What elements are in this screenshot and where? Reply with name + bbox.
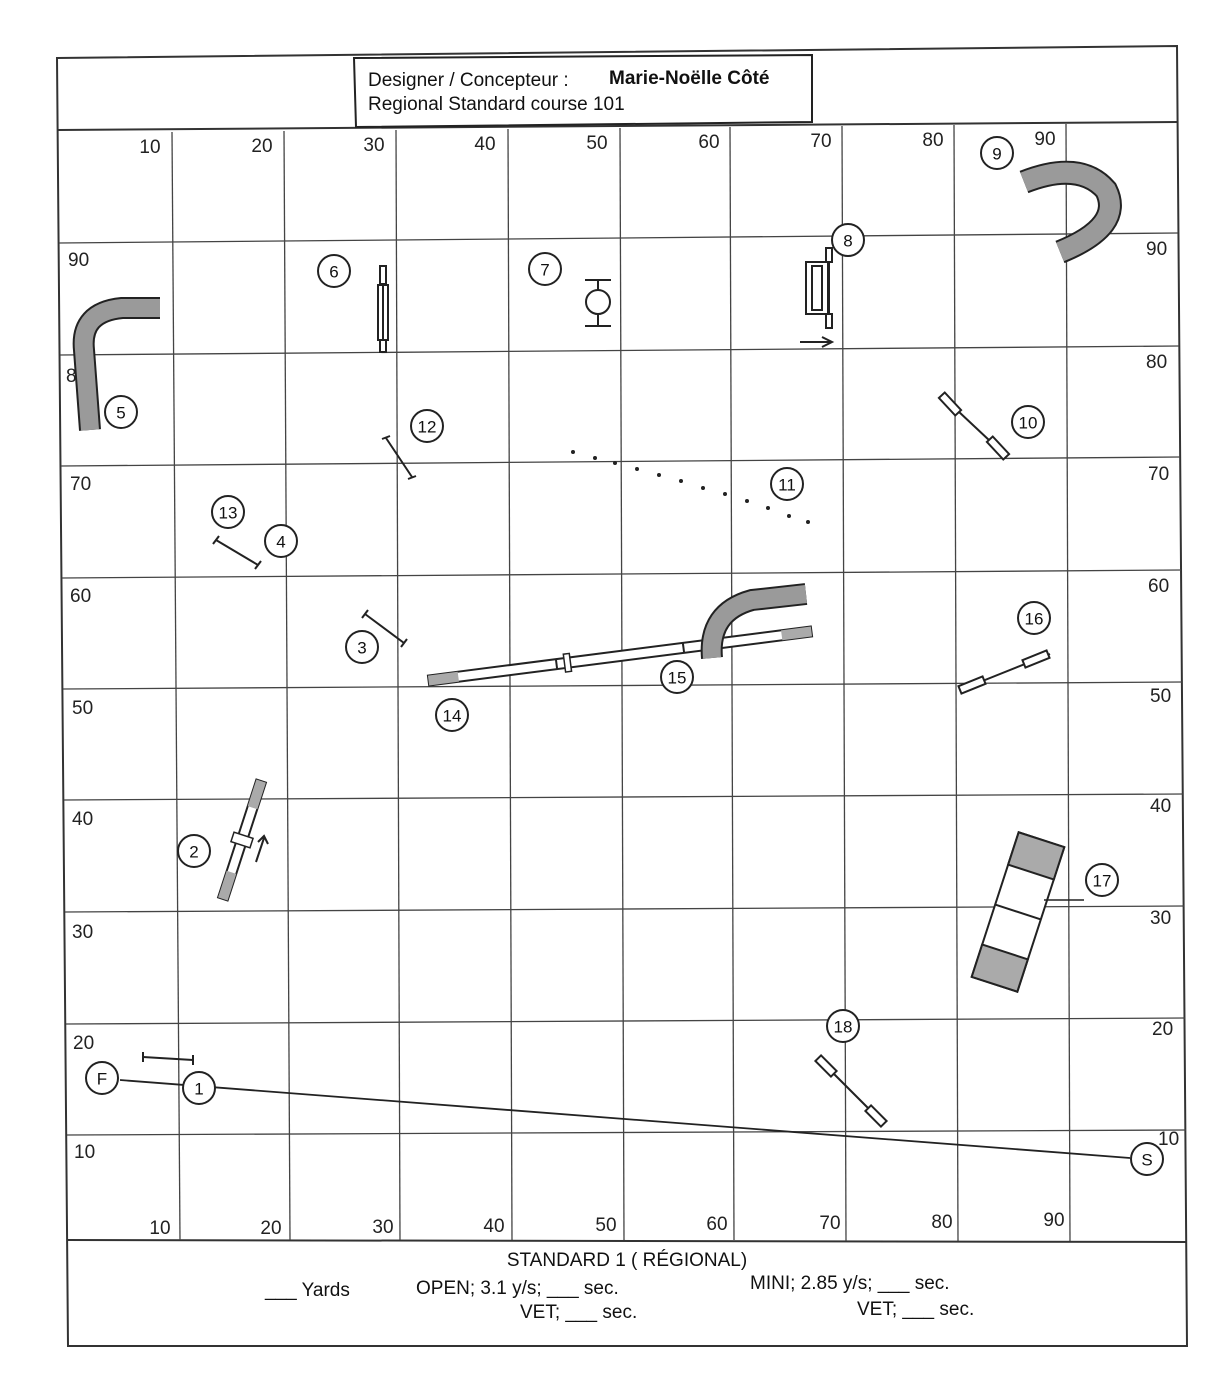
right-tick-label: 20 bbox=[1152, 1019, 1174, 1040]
top-tick-label: 30 bbox=[363, 135, 385, 156]
right-tick-label: 10 bbox=[1158, 1129, 1180, 1150]
obstacle-number-12: 12 bbox=[417, 417, 437, 437]
obstacle-number-17: 17 bbox=[1092, 871, 1112, 891]
left-tick-label: 20 bbox=[73, 1033, 95, 1054]
tire-7 bbox=[585, 280, 611, 326]
obstacle-number-5: 5 bbox=[116, 403, 126, 423]
top-tick-label: 90 bbox=[1034, 129, 1056, 150]
top-tick-label: 40 bbox=[474, 134, 496, 155]
left-tick-label: 10 bbox=[74, 1142, 96, 1163]
obstacle-number-13: 13 bbox=[218, 503, 238, 523]
top-tick-label: 50 bbox=[586, 133, 608, 154]
footer-title: STANDARD 1 ( RÉGIONAL) bbox=[506, 1250, 748, 1271]
right-tick-label: 50 bbox=[1150, 686, 1172, 707]
right-tick-label: 70 bbox=[1148, 464, 1170, 485]
right-tick-label: 80 bbox=[1146, 352, 1168, 373]
top-tick-label: 80 bbox=[922, 130, 944, 151]
jump-8 bbox=[806, 248, 832, 328]
bottom-tick-label: 40 bbox=[483, 1216, 505, 1237]
obstacle-number-16: 16 bbox=[1024, 609, 1044, 629]
jump-10 bbox=[939, 392, 1009, 459]
bottom-tick-label: 60 bbox=[706, 1214, 728, 1235]
course-name: Regional Standard course 101 bbox=[368, 94, 625, 115]
obstacle-number-2: 2 bbox=[189, 842, 199, 862]
left-tick-label: 60 bbox=[70, 586, 92, 607]
right-tick-label: 60 bbox=[1148, 576, 1170, 597]
right-tick-label: 40 bbox=[1150, 796, 1172, 817]
finish-marker: F bbox=[96, 1069, 108, 1089]
obstacle-number-18: 18 bbox=[833, 1017, 853, 1037]
left-tick-label: 90 bbox=[68, 250, 90, 271]
seesaw-2 bbox=[213, 778, 270, 902]
dogwalk-14 bbox=[427, 623, 812, 690]
obstacle-number-9: 9 bbox=[992, 144, 1002, 164]
obstacle-number-11: 11 bbox=[778, 475, 796, 495]
left-tick-label: 30 bbox=[72, 922, 94, 943]
jump-6 bbox=[378, 266, 388, 352]
jump-16 bbox=[958, 650, 1050, 693]
designer-label: Designer / Concepteur : bbox=[368, 70, 569, 91]
top-tick-label: 60 bbox=[698, 132, 720, 153]
jump-1 bbox=[143, 1052, 193, 1065]
right-tick-label: 90 bbox=[1146, 239, 1168, 260]
aframe-17 bbox=[972, 832, 1065, 991]
left-tick-label: 40 bbox=[72, 809, 94, 830]
top-tick-label: 70 bbox=[810, 131, 832, 152]
footer bbox=[264, 1250, 974, 1323]
bottom-tick-label: 50 bbox=[595, 1215, 617, 1236]
obstacle-number-6: 6 bbox=[329, 262, 339, 282]
left-tick-label: 50 bbox=[72, 698, 94, 719]
direction-arrow-icon bbox=[256, 836, 268, 862]
jump-4-13 bbox=[213, 536, 261, 569]
obstacle-number-7: 7 bbox=[540, 260, 550, 280]
bottom-tick-label: 70 bbox=[819, 1213, 841, 1234]
obstacle-number-8: 8 bbox=[843, 231, 853, 251]
mini-time: MINI; 2.85 y/s; ___ sec. bbox=[750, 1273, 950, 1294]
vet-open-time: VET; ___ sec. bbox=[520, 1302, 638, 1323]
start-marker: S bbox=[1141, 1150, 1153, 1170]
bottom-tick-label: 80 bbox=[931, 1212, 953, 1233]
top-tick-label: 20 bbox=[251, 136, 273, 157]
open-time: OPEN; 3.1 y/s; ___ sec. bbox=[416, 1278, 619, 1299]
left-tick-label: 70 bbox=[70, 474, 92, 495]
obstacle-number-10: 10 bbox=[1018, 413, 1038, 433]
left-tick-label: 8 bbox=[66, 366, 77, 387]
top-axis-labels bbox=[139, 129, 1055, 158]
bottom-tick-label: 20 bbox=[260, 1218, 282, 1239]
jump-18 bbox=[815, 1055, 886, 1126]
right-tick-label: 30 bbox=[1150, 908, 1172, 929]
designer-name: Marie-Noëlle Côté bbox=[609, 68, 770, 89]
header-box bbox=[354, 55, 812, 127]
obstacle-number-4: 4 bbox=[276, 532, 286, 552]
yards-field: ___ Yards bbox=[265, 1280, 350, 1301]
obstacle-number-3: 3 bbox=[357, 638, 367, 658]
bottom-tick-label: 10 bbox=[149, 1218, 171, 1239]
bottom-tick-label: 90 bbox=[1043, 1210, 1065, 1231]
grid bbox=[59, 124, 1186, 1241]
start-finish-line bbox=[120, 1080, 1130, 1158]
obstacle-number-15: 15 bbox=[667, 668, 687, 688]
top-tick-label: 10 bbox=[139, 137, 161, 158]
jump-12 bbox=[382, 436, 416, 479]
bottom-tick-label: 30 bbox=[372, 1217, 394, 1238]
bottom-axis-labels bbox=[149, 1210, 1064, 1239]
vet-mini-time: VET; ___ sec. bbox=[857, 1299, 975, 1320]
obstacle-number-14: 14 bbox=[442, 706, 462, 726]
obstacle-number-1: 1 bbox=[194, 1079, 204, 1099]
right-axis-labels bbox=[1146, 239, 1179, 1150]
direction-arrow-icon bbox=[800, 337, 832, 347]
